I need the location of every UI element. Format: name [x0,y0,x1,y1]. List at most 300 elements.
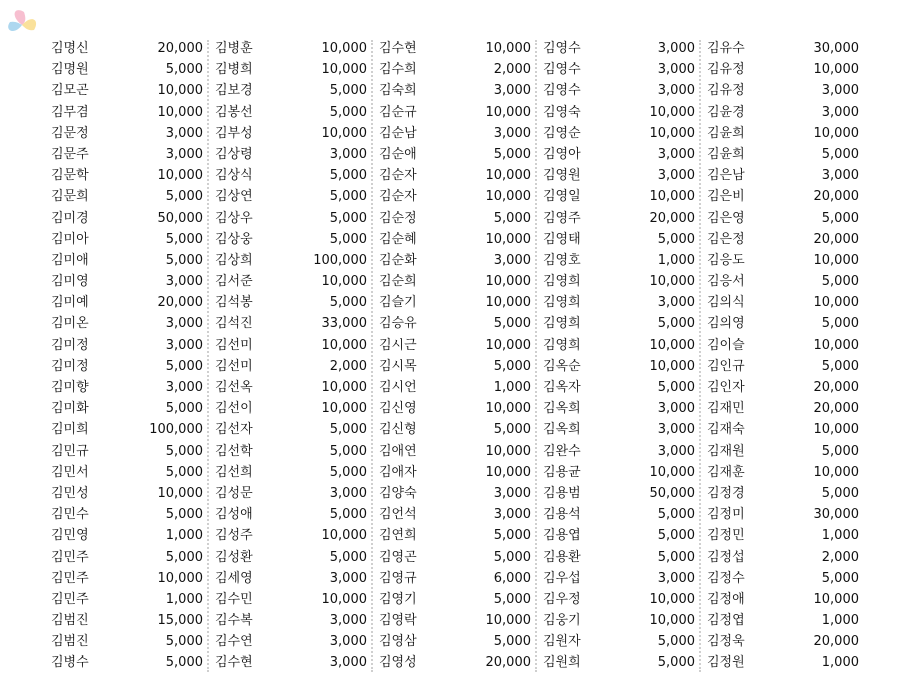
donation-amount: 5,000 [493,316,531,332]
donor-name: 김유정 [707,83,745,99]
donor-name: 김연희 [379,528,417,544]
donor-name: 김선이 [215,401,253,417]
donation-amount: 50,000 [157,210,203,226]
donor-entry [211,292,375,313]
donor-entry [375,377,539,398]
donor-entry [375,568,539,589]
donation-amount: 10,000 [321,401,367,417]
donor-entry [47,313,211,334]
donor-name: 김영성 [379,655,417,671]
donation-amount: 5,000 [821,210,859,226]
donor-entry [539,462,703,483]
donor-name: 김영곤 [379,549,417,565]
donor-entry [211,165,375,186]
donation-amount: 10,000 [321,380,367,395]
donor-entry [211,419,375,440]
donor-name: 김민주 [51,570,89,586]
donor-name: 김수현 [379,41,417,56]
donor-entry [703,102,867,123]
donor-entry [539,144,703,165]
donation-amount: 5,000 [165,507,203,523]
donor-entry [47,271,211,292]
donor-entry [539,80,703,101]
donor-entry [539,186,703,207]
donor-name: 김문주 [51,146,89,162]
donation-amount: 5,000 [329,189,367,205]
donor-name: 김애연 [379,443,417,459]
donor-entry [375,462,539,483]
donation-amount: 10,000 [157,83,203,99]
donor-entry [703,462,867,483]
donor-entry [375,441,539,462]
donor-entry [703,144,867,165]
donor-name: 김상연 [215,189,253,205]
donor-name: 김은영 [707,210,745,226]
donation-amount: 3,000 [493,125,531,141]
donation-amount: 3,000 [821,83,859,99]
donor-entry [703,652,867,673]
donor-entry [703,123,867,144]
donation-amount: 1,000 [657,252,695,268]
donation-amount: 10,000 [485,613,531,629]
donor-name: 김순자 [379,168,417,184]
donor-entry [211,123,375,144]
donor-entry [211,631,375,652]
donor-entry [375,589,539,610]
donation-amount: 3,000 [821,168,859,184]
donor-name: 김수희 [379,62,417,78]
donor-entry [211,483,375,504]
donation-amount: 3,000 [493,252,531,268]
donation-amount: 3,000 [657,62,695,78]
donation-amount: 10,000 [485,189,531,205]
donation-amount: 5,000 [165,231,203,247]
donation-amount: 3,000 [493,507,531,523]
donor-name: 김상령 [215,146,253,162]
donor-entry [375,292,539,313]
donor-entry [211,589,375,610]
donor-name: 김미경 [51,210,89,226]
donation-amount: 5,000 [329,210,367,226]
donation-amount: 3,000 [165,146,203,162]
donation-amount: 1,000 [493,380,531,395]
donor-name: 김미정 [51,358,89,374]
donor-name: 김세영 [215,570,253,586]
donor-entry [375,356,539,377]
donor-entry [375,102,539,123]
donor-entry [375,335,539,356]
donation-amount: 10,000 [813,62,859,78]
donor-name: 김정민 [707,528,745,544]
donation-amount: 33,000 [321,316,367,332]
donor-entry [703,292,867,313]
donor-name: 김신형 [379,422,417,438]
donor-entry [211,335,375,356]
donor-entry [47,165,211,186]
donation-amount: 10,000 [157,570,203,586]
donation-amount: 10,000 [813,464,859,480]
donation-amount: 5,000 [329,83,367,99]
donor-column [703,38,867,674]
donation-amount: 5,000 [821,146,859,162]
donation-amount: 3,000 [657,146,695,162]
donation-amount: 1,000 [821,655,859,671]
donation-amount: 5,000 [165,401,203,417]
donor-entry [703,610,867,631]
donor-name: 김영희 [543,295,581,311]
donor-name: 김승유 [379,316,417,332]
donation-amount: 3,000 [329,570,367,586]
donation-amount: 3,000 [329,655,367,671]
donor-entry [539,398,703,419]
donor-entry [539,568,703,589]
donor-entry [47,589,211,610]
donation-amount: 3,000 [657,422,695,438]
donor-entry [47,208,211,229]
donor-name: 김영희 [543,316,581,332]
donation-amount: 10,000 [649,125,695,141]
donor-name: 김문학 [51,168,89,184]
donation-amount: 20,000 [813,231,859,247]
donation-amount: 5,000 [657,380,695,395]
donor-entry [703,631,867,652]
donor-entry [539,292,703,313]
donor-name: 김영주 [543,210,581,226]
donor-column [211,38,375,674]
donor-name: 김봉선 [215,104,253,120]
donor-entry [47,547,211,568]
donation-amount: 20,000 [813,189,859,205]
donor-entry [211,462,375,483]
donor-entry [211,38,375,59]
donor-entry [47,504,211,525]
donor-column [47,38,211,674]
donation-amount: 5,000 [821,358,859,374]
donation-amount: 10,000 [649,337,695,353]
donor-name: 김응도 [707,252,745,268]
donor-name: 김영희 [543,274,581,290]
donor-name: 김은정 [707,231,745,247]
donor-entry [703,250,867,271]
donor-name: 김영수 [543,62,581,78]
donor-entry [703,59,867,80]
donation-amount: 10,000 [321,274,367,290]
donor-name: 김순자 [379,189,417,205]
donor-name: 김옥순 [543,358,581,374]
donor-entry [703,504,867,525]
donor-entry [375,525,539,546]
donor-entry [539,419,703,440]
donor-entry [375,208,539,229]
donor-name: 김정욱 [707,634,745,650]
donor-name: 김민규 [51,443,89,459]
donor-name: 김정원 [707,655,745,671]
donation-amount: 10,000 [485,231,531,247]
donor-name: 김영락 [379,613,417,629]
donor-entry [375,165,539,186]
donation-amount: 10,000 [485,337,531,353]
donor-entry [211,208,375,229]
donation-amount: 5,000 [165,634,203,650]
donor-name: 김선학 [215,443,253,459]
donor-name: 김석봉 [215,295,253,311]
donor-entry [539,313,703,334]
donor-entry [375,80,539,101]
donation-amount: 20,000 [813,634,859,650]
donor-name: 김순정 [379,210,417,226]
donation-amount: 5,000 [329,549,367,565]
donor-entry [539,335,703,356]
donation-amount: 3,000 [329,613,367,629]
donation-amount: 10,000 [485,168,531,184]
donation-amount: 10,000 [813,337,859,353]
donor-name: 김미애 [51,252,89,268]
donation-amount: 5,000 [657,231,695,247]
donor-entry [375,123,539,144]
donor-entry [211,610,375,631]
donor-name: 김순화 [379,252,417,268]
donor-name: 김우섭 [543,570,581,586]
donation-amount: 20,000 [157,41,203,56]
donation-amount: 5,000 [165,549,203,565]
donation-amount: 3,000 [657,41,695,56]
donation-amount: 3,000 [493,485,531,501]
donor-name: 김웅기 [543,613,581,629]
donor-entry [47,102,211,123]
donor-entry [539,165,703,186]
donor-column [375,38,539,674]
donor-entry [375,419,539,440]
donor-name: 김애자 [379,464,417,480]
donor-name: 김이슬 [707,337,745,353]
donation-amount: 5,000 [165,252,203,268]
donor-name: 김민주 [51,549,89,565]
donation-amount: 5,000 [329,443,367,459]
donation-amount: 3,000 [657,443,695,459]
donor-name: 김민성 [51,485,89,501]
donation-amount: 1,000 [821,528,859,544]
donor-name: 김성환 [215,549,253,565]
donation-amount: 5,000 [493,591,531,607]
donor-name: 김순규 [379,104,417,120]
donation-amount: 5,000 [329,231,367,247]
donor-entry [703,38,867,59]
donor-name: 김영기 [379,591,417,607]
donor-list [47,38,867,674]
donor-name: 김정미 [707,507,745,523]
donation-amount: 5,000 [329,168,367,184]
donor-name: 김용엽 [543,528,581,544]
donor-entry [375,483,539,504]
donation-amount: 5,000 [329,295,367,311]
donor-name: 김언석 [379,507,417,523]
donor-entry [47,377,211,398]
donor-entry [539,38,703,59]
donor-name: 김성주 [215,528,253,544]
donation-amount: 3,000 [165,125,203,141]
donor-name: 김용범 [543,485,581,501]
donor-name: 김성애 [215,507,253,523]
donation-amount: 2,000 [821,549,859,565]
donor-entry [539,250,703,271]
donor-name: 김미화 [51,401,89,417]
donation-amount: 10,000 [813,591,859,607]
donor-entry [703,525,867,546]
donor-name: 김원희 [543,655,581,671]
donor-entry [703,589,867,610]
donation-amount: 5,000 [493,634,531,650]
donor-entry [703,441,867,462]
donor-entry [539,208,703,229]
donation-amount: 5,000 [165,358,203,374]
donor-name: 김재훈 [707,464,745,480]
donor-name: 김완수 [543,443,581,459]
donation-amount: 5,000 [493,422,531,438]
donation-amount: 3,000 [165,380,203,395]
donation-amount: 2,000 [329,358,367,374]
donor-name: 김은남 [707,168,745,184]
donation-amount: 5,000 [657,507,695,523]
donor-name: 김문정 [51,125,89,141]
donor-entry [211,398,375,419]
donation-amount: 10,000 [813,422,859,438]
donation-amount: 10,000 [485,274,531,290]
donor-name: 김수현 [215,655,253,671]
donor-entry [703,80,867,101]
donation-amount: 5,000 [165,62,203,78]
donor-name: 김영숙 [543,104,581,120]
donor-entry [47,59,211,80]
donor-entry [703,208,867,229]
donor-entry [47,631,211,652]
donor-entry [539,504,703,525]
donor-entry [375,504,539,525]
donor-entry [539,525,703,546]
donor-name: 김상희 [215,252,253,268]
donor-name: 김석진 [215,316,253,332]
donation-amount: 20,000 [813,401,859,417]
donor-name: 김윤희 [707,146,745,162]
donor-entry [211,59,375,80]
donor-entry [703,165,867,186]
donor-name: 김성문 [215,485,253,501]
donor-name: 김영수 [543,83,581,99]
donor-name: 김미아 [51,231,89,247]
donor-entry [211,250,375,271]
donor-name: 김선옥 [215,380,253,395]
donor-entry [703,229,867,250]
donor-name: 김옥희 [543,401,581,417]
donation-amount: 10,000 [157,104,203,120]
donation-amount: 1,000 [165,591,203,607]
donor-entry [47,462,211,483]
donor-name: 김옥자 [543,380,581,395]
donor-entry [47,356,211,377]
donor-entry [375,250,539,271]
donor-name: 김선희 [215,464,253,480]
donation-amount: 5,000 [493,549,531,565]
donation-amount: 10,000 [321,528,367,544]
donor-entry [47,441,211,462]
donation-amount: 5,000 [657,655,695,671]
donor-name: 김범진 [51,634,89,650]
donor-name: 김수민 [215,591,253,607]
donor-name: 김원자 [543,634,581,650]
donor-name: 김민주 [51,591,89,607]
donor-column [539,38,703,674]
donor-name: 김순혜 [379,231,417,247]
donor-entry [703,377,867,398]
donor-name: 김순애 [379,146,417,162]
donor-entry [539,102,703,123]
donor-name: 김인규 [707,358,745,374]
donor-entry [211,441,375,462]
donor-name: 김양숙 [379,485,417,501]
donor-name: 김의식 [707,295,745,311]
donor-entry [211,652,375,673]
donor-name: 김시목 [379,358,417,374]
donation-amount: 10,000 [649,613,695,629]
donor-name: 김명원 [51,62,89,78]
donation-amount: 10,000 [321,337,367,353]
donation-amount: 100,000 [149,422,203,438]
donor-name: 김범진 [51,613,89,629]
donor-name: 김미정 [51,337,89,353]
donor-entry [47,335,211,356]
donation-amount: 3,000 [657,295,695,311]
donor-name: 김수연 [215,634,253,650]
donation-amount: 10,000 [321,125,367,141]
donor-entry [375,610,539,631]
donor-entry [47,292,211,313]
donation-amount: 6,000 [493,570,531,586]
donor-name: 김병희 [215,62,253,78]
donation-amount: 5,000 [657,634,695,650]
donor-name: 김영순 [543,125,581,141]
donor-entry [211,229,375,250]
donor-entry [703,398,867,419]
donor-entry [703,335,867,356]
donation-amount: 3,000 [657,401,695,417]
donor-entry [375,186,539,207]
donation-amount: 10,000 [813,125,859,141]
donor-name: 김미영 [51,274,89,290]
donor-name: 김선미 [215,337,253,353]
donation-amount: 5,000 [657,528,695,544]
donor-name: 김영태 [543,231,581,247]
donation-amount: 1,000 [165,528,203,544]
donor-entry [539,547,703,568]
donation-amount: 5,000 [329,507,367,523]
donor-name: 김보경 [215,83,253,99]
donor-name: 김문희 [51,189,89,205]
donor-entry [47,568,211,589]
donor-name: 김정애 [707,591,745,607]
donor-name: 김숙희 [379,83,417,99]
donation-amount: 10,000 [485,464,531,480]
donation-amount: 3,000 [165,316,203,332]
donor-entry [375,398,539,419]
donor-name: 김인자 [707,380,745,395]
donation-amount: 3,000 [329,634,367,650]
donor-entry [703,271,867,292]
donor-name: 김미향 [51,380,89,395]
donor-entry [47,38,211,59]
donor-entry [375,313,539,334]
donation-amount: 5,000 [821,274,859,290]
donor-entry [211,525,375,546]
donor-entry [47,419,211,440]
